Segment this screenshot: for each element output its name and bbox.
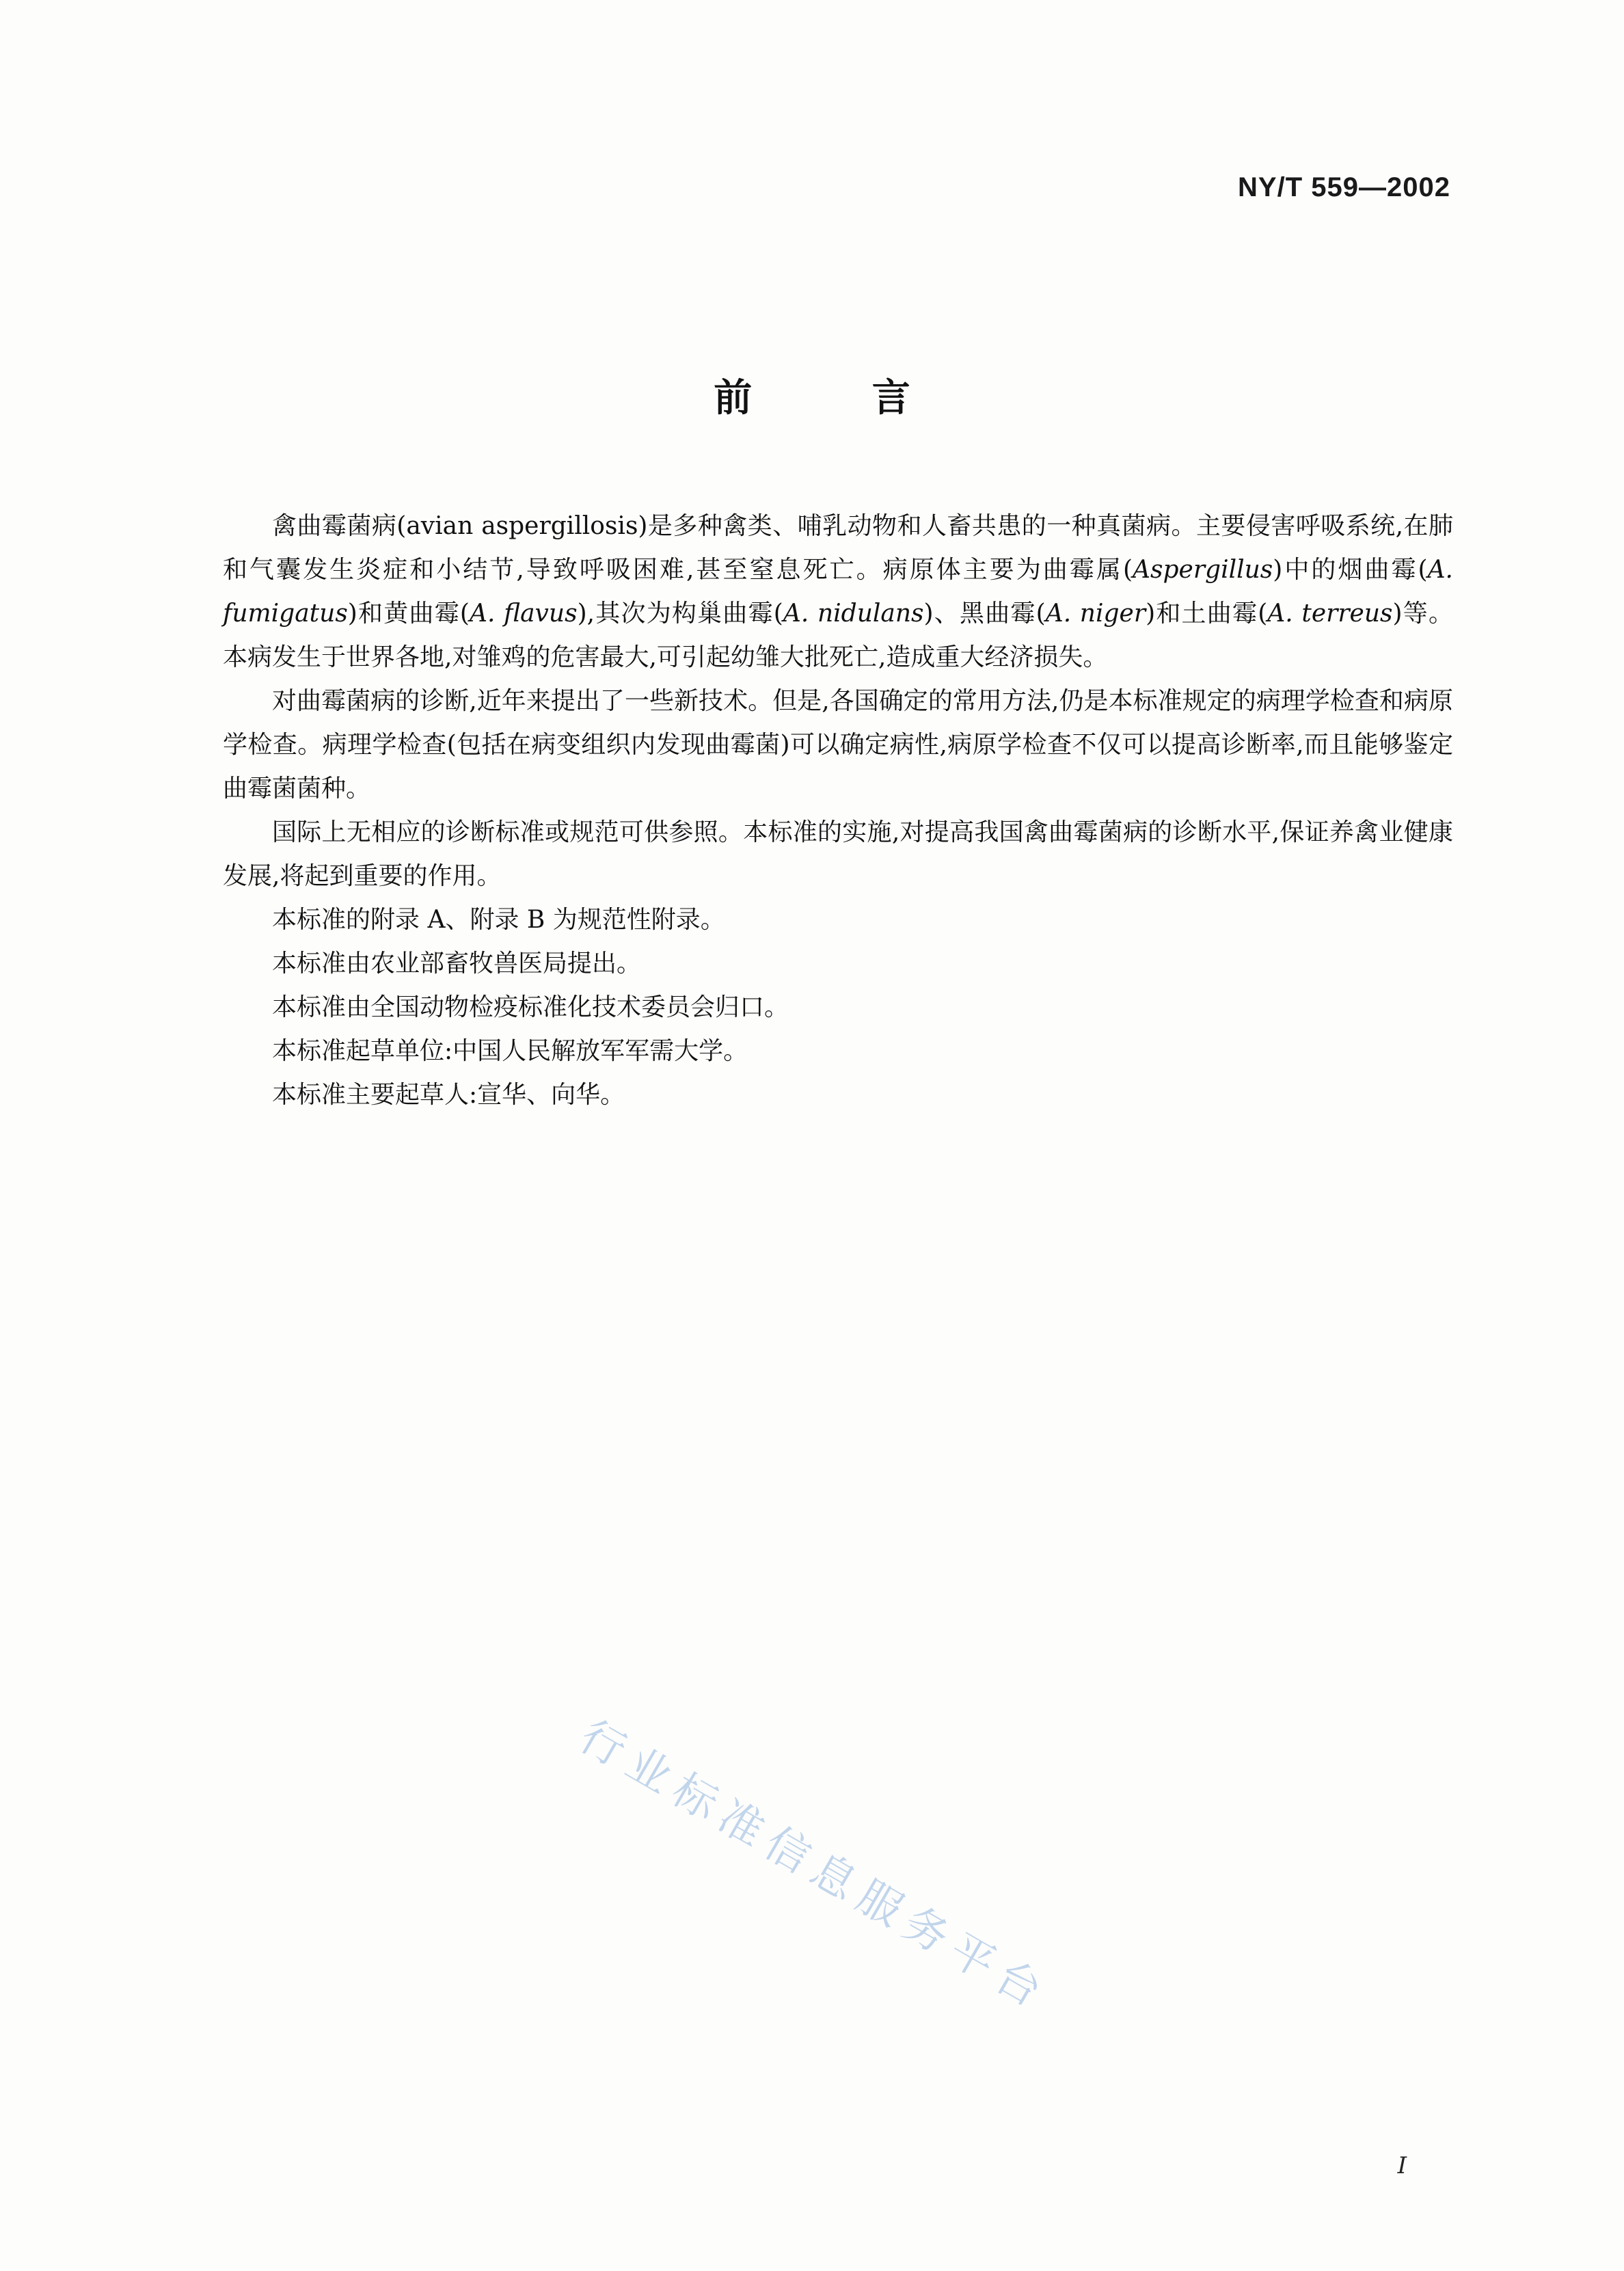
- paragraph: [223, 1030, 1453, 1073]
- text-run: )和土曲霉(: [1146, 600, 1268, 628]
- latin-name: A. niger: [1045, 600, 1146, 628]
- text-run: 本标准的附录 A、附录 B 为规范性附录。: [272, 906, 725, 934]
- text-run: 禽曲霉菌病(avian aspergillosis)是多种禽类、哺乳动物和人畜共患的一种真菌病。主要侵害呼吸系统,在肺和气囊发生炎症和小结节,导致呼吸困难,甚至窒息死亡。病原体主要为曲霉属(: [223, 512, 1453, 584]
- paragraph: [223, 942, 1453, 986]
- paragraph: [223, 811, 1453, 898]
- text-run: 本标准起草单位:中国人民解放军军需大学。: [272, 1037, 748, 1065]
- paragraph: [223, 1073, 1453, 1117]
- standard-code: NY/T 559—2002: [1238, 172, 1450, 202]
- text-run: 国际上无相应的诊断标准或规范可供参照。本标准的实施,对提高我国禽曲霉菌病的诊断水平,保证养禽业健康发展,将起到重要的作用。: [223, 818, 1453, 890]
- paragraph: [223, 505, 1453, 680]
- foreword-body: [223, 505, 1453, 1117]
- text-run: )、黑曲霉(: [923, 600, 1046, 628]
- text-run: )等。本病发生于世界各地,对雏鸡的危害最大,可引起幼雏大批死亡,造成重大经济损失。: [223, 600, 1454, 671]
- latin-name: Aspergillus: [1133, 556, 1273, 584]
- text-run: 本标准由全国动物检疫标准化技术委员会归口。: [272, 993, 789, 1021]
- text-run: )中的烟曲霉(: [1273, 556, 1428, 584]
- text-run: ),其次为构巢曲霉(: [577, 600, 783, 628]
- latin-name: A. flavus: [469, 600, 578, 628]
- paragraph: [223, 680, 1453, 811]
- text-run: 本标准由农业部畜牧兽医局提出。: [272, 950, 642, 978]
- text-run: 对曲霉菌病的诊断,近年来提出了一些新技术。但是,各国确定的常用方法,仍是本标准规定的病理学检查和病原学检查。病理学检查(包括在病变组织内发现曲霉菌)可以确定病性,病原学检查不仅可以提高诊断率,而且能够鉴定曲霉菌菌种。: [223, 687, 1453, 803]
- paragraph: [223, 898, 1453, 942]
- latin-name: A. fumigatus: [223, 556, 1454, 628]
- watermark: 行业标准信息服务平台: [571, 1710, 1058, 2022]
- page-number: I: [1397, 2152, 1407, 2179]
- latin-name: A. terreus: [1267, 600, 1393, 628]
- paragraph: [223, 986, 1453, 1030]
- text-run: 本标准主要起草人:宣华、向华。: [272, 1081, 625, 1109]
- page-title: 前 言: [714, 376, 964, 420]
- latin-name: A. nidulans: [783, 600, 924, 628]
- text-run: )和黄曲霉(: [347, 600, 470, 628]
